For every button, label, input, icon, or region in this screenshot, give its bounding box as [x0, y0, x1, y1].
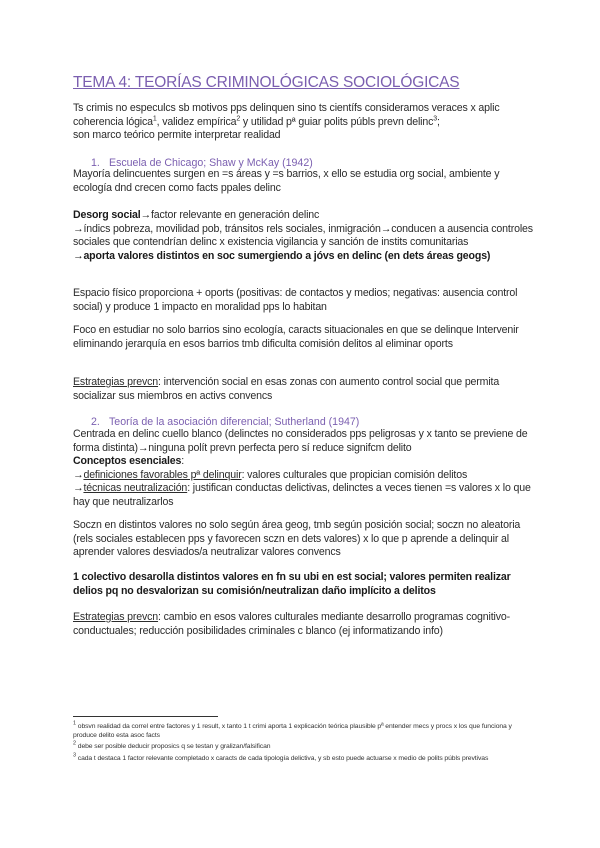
footnote-ref-1[interactable]: 1	[152, 115, 157, 123]
concept-2-text: : justifican conductas delictivas, delinctes a veces tienen =s valores x lo que hay que neutralizarlos	[73, 482, 531, 508]
concepts-heading: Conceptos esenciales	[73, 455, 182, 467]
sec2-paragraph-1: Centrada en delinc cuello blanco (delinctes no considerados pps peligrosas y x tanto se previene de forma distinta)→ninguna polít prevn perfecta pero sí reduce signifcm delito	[73, 428, 528, 454]
sec2-strategies-label: Estrategias prevcn	[73, 611, 159, 623]
intro-text-c: y utilidad pª guiar polits públs prevn delinc	[240, 115, 434, 128]
footnote-1-number: 1	[73, 720, 76, 727]
footnote-2	[73, 742, 533, 751]
section-2-heading	[91, 416, 359, 428]
footnote-1	[73, 722, 533, 740]
concept-1-label: definiciones favorables pª delinquir	[83, 468, 242, 481]
section-2-number: 2.	[91, 416, 100, 428]
footnote-1-text: obsvn realidad da correl entre factores y 1 result, x tanto 1 t crimi aporta 1 explicación teórica plausible pª entender mecs y procs x los que funciona y produce delito esta asoc facts	[73, 723, 512, 739]
concept-2-arrow: →	[73, 482, 84, 495]
sec2-paragraph-2: Soczn en distintos valores no solo según área geog, tmb según posición social; soczn no aleatoria (rels sociales establecen pps y favorecen sczn en dets valores) x lo que p aprende a delinquir al aprender valores desviados/a neutralizar valores convencs	[73, 519, 521, 559]
concepts-colon: :	[181, 455, 185, 467]
desorg-line-2: →índics pobreza, movilidad pob, tránsitos rels sociales, inmigración→conducen a ausencia controles sociales que contendrían delinc x existencia vigilancia y sanción de instits comunitarias	[73, 222, 533, 249]
concept-2-label: técnicas neutralización	[83, 482, 188, 495]
page-title: TEMA 4: TEORÍAS CRIMINOLÓGICAS SOCIOLÓGICAS	[73, 74, 460, 91]
footnote-divider	[73, 716, 218, 717]
sec1-strategies	[73, 376, 535, 403]
concept-1-text: : valores culturales que propician comisión delitos	[241, 468, 468, 481]
footnote-3	[73, 754, 533, 763]
sec1-desorg-block	[73, 209, 535, 263]
footnote-2-text: debe ser posible deducir proposics q se testan y gralizan/falsifican	[77, 743, 271, 750]
desorg-line-3: →aporta valores distintos en soc sumergiendo a jóvs en delinc (en dets áreas geogs)	[73, 249, 491, 262]
sec2-paragraph-3: 1 colectivo desarolla distintos valores en fn su ubi en est social; valores permiten realizar delios pq no desvalorizan su comisión/neutralizan daño implícito a delitos	[73, 571, 511, 597]
sec2-strategies-text: : cambio en esos valores culturales mediante desarrollo programas cognitivo-conductuales; reducción posibilidades criminales c blanco (ej informatizando info)	[73, 611, 510, 637]
footnote-3-text: cada t destaca 1 factor relevante completado x caracts de cada tipología delictiva, y sb esto puede actuarse x medio de polits públs prevtivas	[77, 755, 489, 762]
intro-text-line3: son marco teórico permite interpretar realidad	[73, 129, 281, 142]
desorg-label: Desorg social	[73, 209, 141, 221]
footnote-ref-2[interactable]: 2	[236, 115, 241, 123]
footnote-2-number: 2	[73, 740, 76, 747]
sec1-strategies-text: : intervención social en esas zonas con aumento control social que permita socializar sus miembros en activs convencs	[73, 376, 500, 402]
intro-text-a: Ts crimis no especulcs sb motivos pps delinquen sino ts científs consideramos veraces x aplic coherencia lógica	[73, 102, 500, 128]
footnote-ref-3[interactable]: 3	[433, 115, 438, 123]
sec1-strategies-label: Estrategias prevcn	[73, 376, 159, 388]
desorg-rest: →factor relevante en generación delinc	[140, 209, 320, 221]
sec1-paragraph-3: Espacio físico proporciona + oports (positivas: de contactos y medios; negativas: ausencia control social) y produce 1 impacto en moralidad pps lo habitan	[73, 287, 518, 313]
intro-paragraph	[73, 102, 535, 143]
sec1-paragraph-4: Foco en estudiar no solo barrios sino ecología, caracts situacionales en que se delinque Intervenir eliminando jerarquía en esos barrios tmb dificulta comisión delitos al eliminar oports	[73, 324, 519, 350]
intro-text-b: , validez empírica	[156, 115, 237, 128]
section-2-title: Teoría de la asociación diferencial; Sutherland (1947)	[109, 416, 360, 428]
section-1-number: 1.	[91, 157, 100, 169]
concept-1-arrow: →	[73, 468, 84, 481]
section-1-title: Escuela de Chicago; Shaw y McKay (1942)	[109, 157, 313, 169]
sec1-paragraph-1: Mayoría delincuentes surgen en =s áreas y =s barrios, x ello se estudia org social, ambiente y ecología dnd crecen como facts ppales delinc	[73, 168, 500, 194]
sec2-concepts-block	[73, 455, 535, 509]
intro-text-d: ;	[437, 115, 440, 128]
sec2-strategies	[73, 611, 535, 638]
footnote-3-number: 3	[73, 752, 76, 759]
